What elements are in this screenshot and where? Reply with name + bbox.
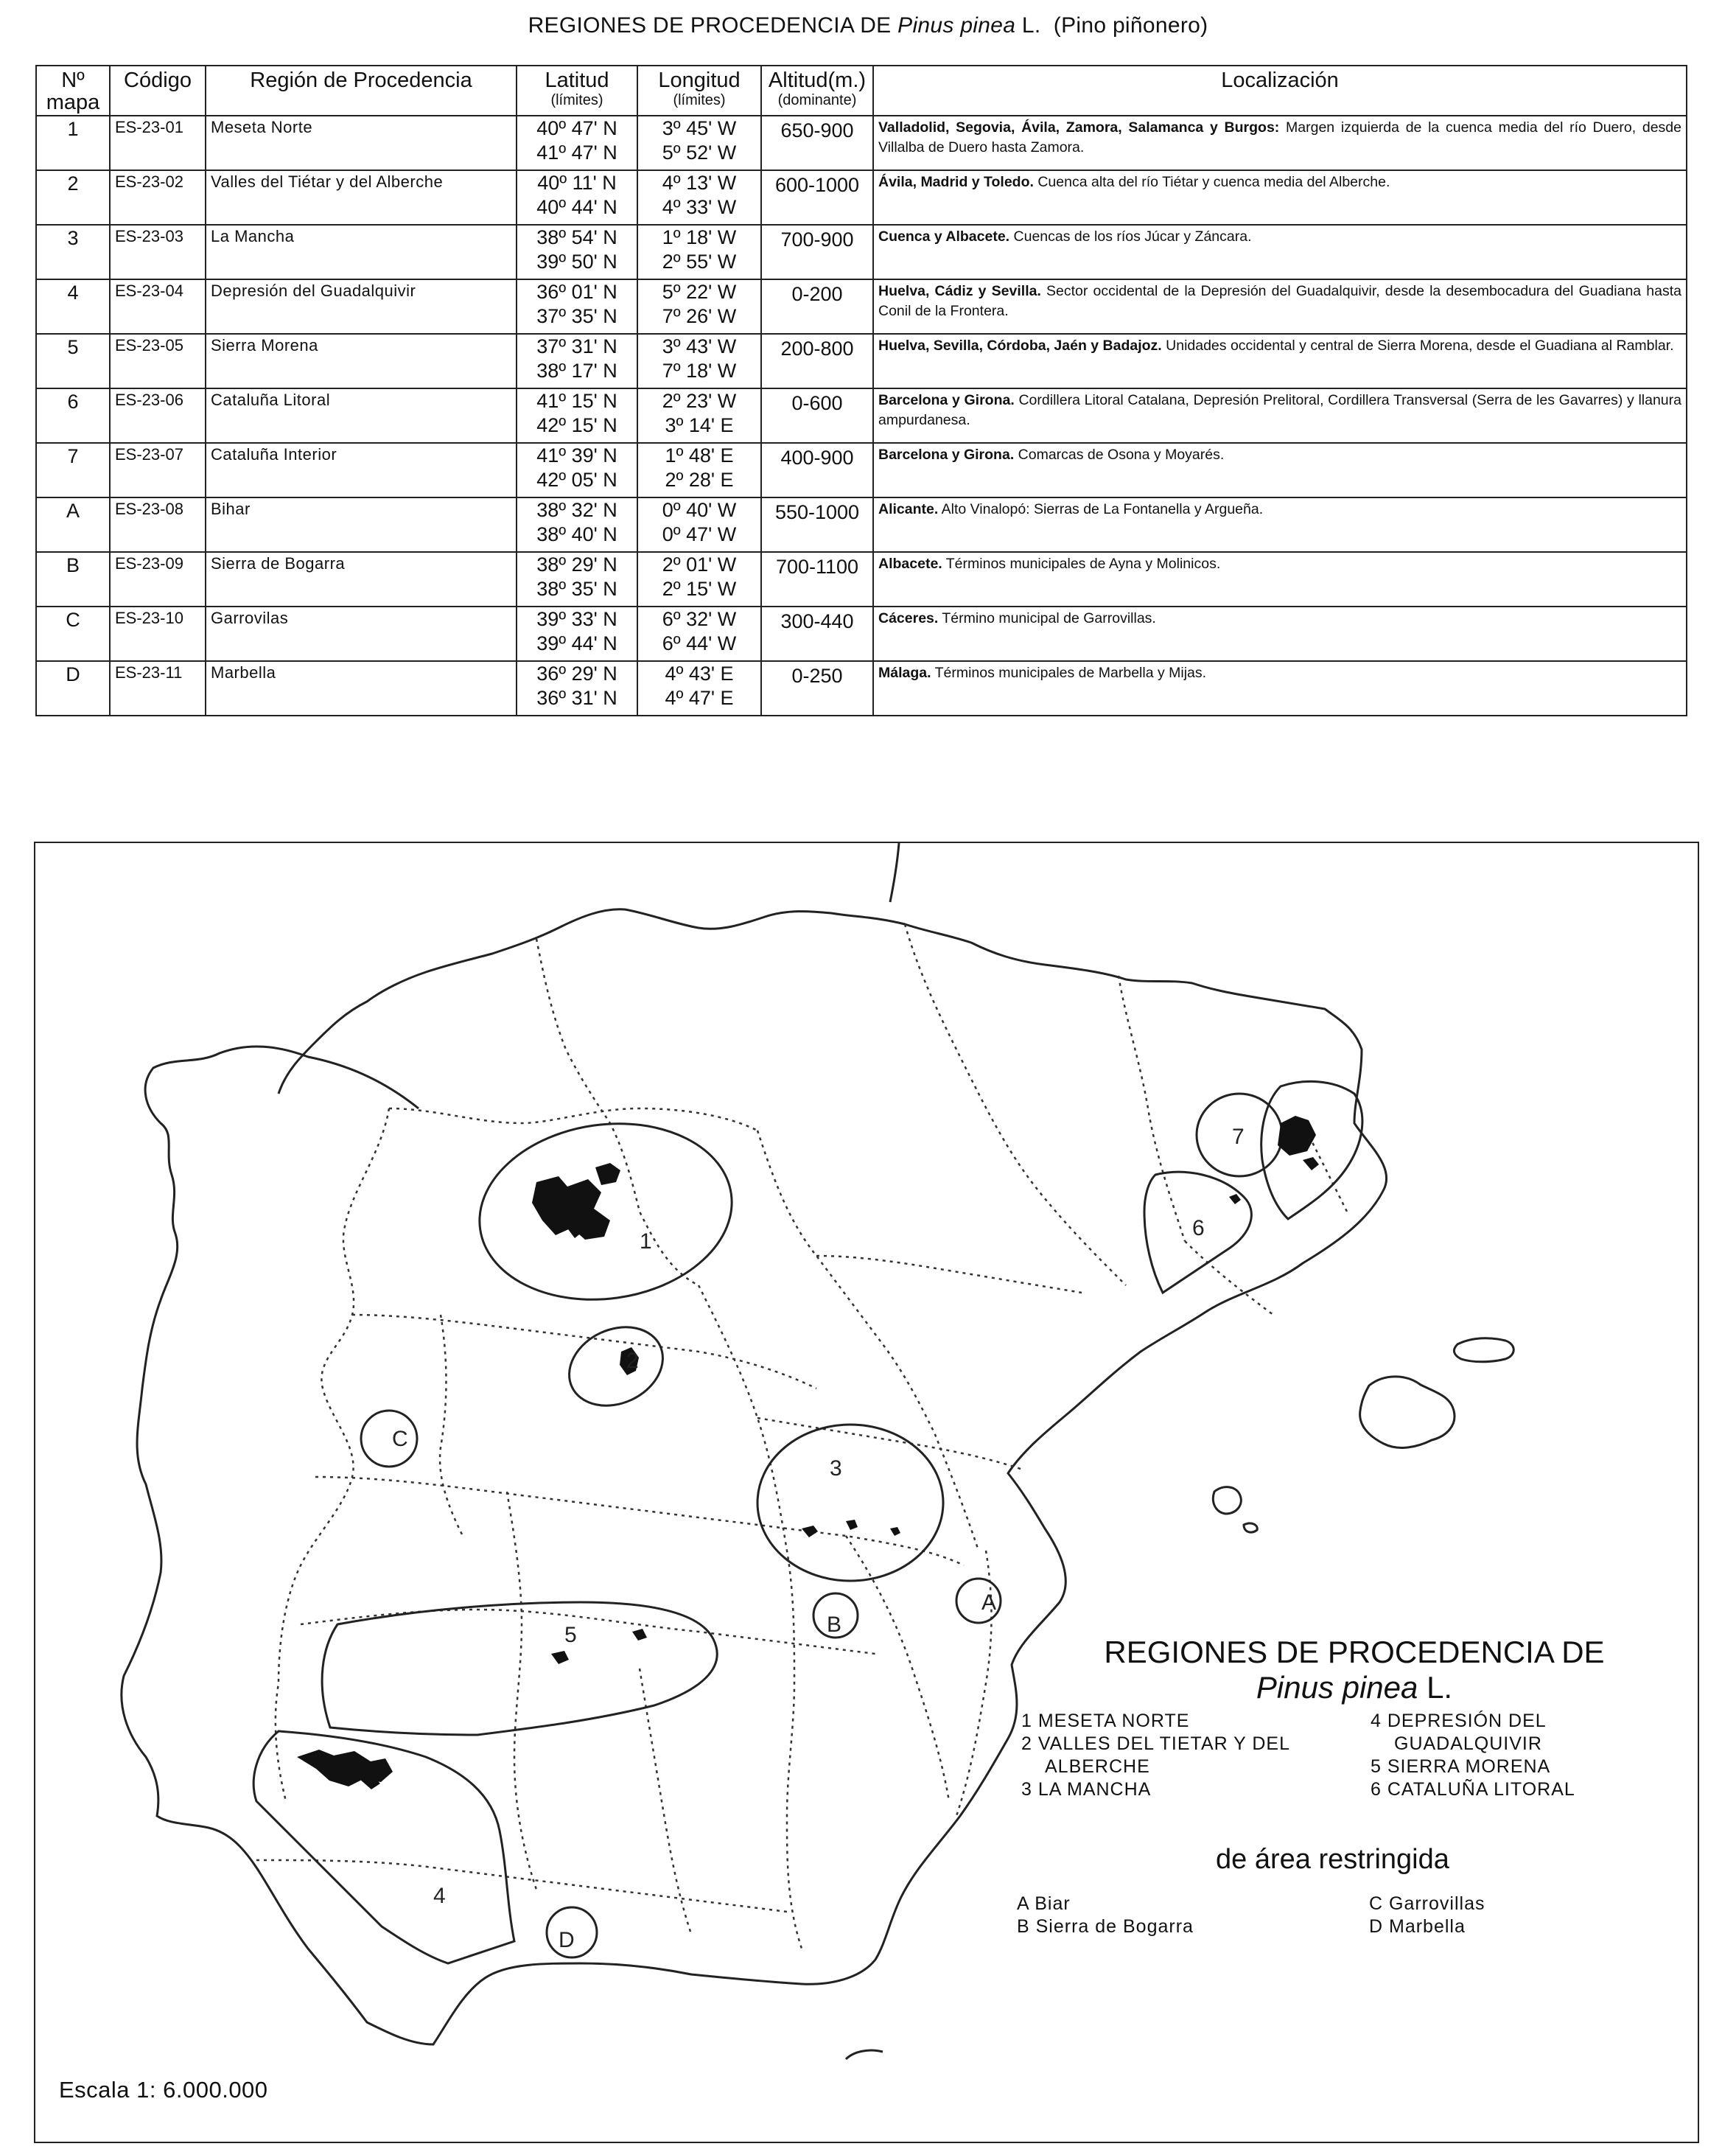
header-lon-label: Longitud bbox=[658, 69, 741, 92]
location-description: Unidades occidental y central de Sierra Morena, desde el Guadiana al Ramblar. bbox=[1161, 338, 1674, 354]
legend-title-species: Pinus pinea bbox=[1256, 1670, 1418, 1705]
map-label-D: D bbox=[559, 1928, 575, 1952]
header-alt bbox=[761, 66, 873, 116]
border-7 bbox=[905, 924, 1126, 1285]
cell-altitude: 400-900 bbox=[761, 443, 873, 497]
region-labels bbox=[392, 1125, 1245, 1952]
cell-region-name: Sierra Morena bbox=[206, 334, 517, 388]
map-label-A: A bbox=[981, 1590, 997, 1615]
mallorca-island bbox=[1360, 1377, 1455, 1448]
cell-altitude: 200-800 bbox=[761, 334, 873, 388]
longitude-min: 6º 32' W bbox=[662, 608, 737, 630]
location-provinces: Valladolid, Segovia, Ávila, Zamora, Salamanca y Burgos: bbox=[878, 119, 1280, 136]
table-row bbox=[36, 443, 1687, 497]
longitude-max: 4º 47' E bbox=[665, 687, 734, 709]
cell-map-number: 2 bbox=[36, 170, 110, 225]
peninsula-outline bbox=[122, 909, 1387, 2044]
cell-code: ES-23-04 bbox=[110, 279, 206, 334]
header-loc: Localización bbox=[873, 66, 1687, 116]
map-label-7: 7 bbox=[1232, 1125, 1245, 1149]
header-code: Código bbox=[110, 66, 206, 116]
border-15 bbox=[1185, 1241, 1273, 1315]
table-row bbox=[36, 334, 1687, 388]
location-provinces: Albacete. bbox=[878, 556, 942, 572]
longitude-max: 2º 55' W bbox=[662, 251, 737, 273]
latitude-max: 39º 44' N bbox=[536, 632, 617, 654]
border-6 bbox=[757, 1131, 979, 1551]
header-lat-sub: (límites) bbox=[550, 92, 603, 108]
cell-longitude bbox=[637, 607, 761, 661]
legend-item-6: 6 CATALUÑA LITORAL bbox=[1371, 1779, 1575, 1800]
border-3 bbox=[352, 1315, 816, 1388]
latitude-min: 38º 32' N bbox=[536, 499, 617, 521]
cell-region-name: Cataluña Litoral bbox=[206, 388, 517, 443]
cell-map-number: 4 bbox=[36, 279, 110, 334]
cell-longitude bbox=[637, 443, 761, 497]
cell-longitude bbox=[637, 388, 761, 443]
latitude-min: 39º 33' N bbox=[536, 608, 617, 630]
legend-item-5: 5 SIERRA MORENA bbox=[1371, 1756, 1551, 1777]
title-species: Pinus pinea bbox=[897, 13, 1016, 38]
map-label-1: 1 bbox=[640, 1229, 652, 1254]
legend-title-author: L. bbox=[1427, 1670, 1453, 1705]
cell-location bbox=[873, 388, 1687, 443]
cell-longitude bbox=[637, 116, 761, 170]
cell-location bbox=[873, 334, 1687, 388]
cell-location bbox=[873, 661, 1687, 716]
africa-coast bbox=[846, 2050, 883, 2059]
legend-title bbox=[1104, 1635, 1605, 1705]
iberian-peninsula-map bbox=[35, 843, 1698, 2142]
border-14 bbox=[846, 1536, 949, 1801]
location-description: Alto Vinalopó: Sierras de La Fontanella y Argueña. bbox=[938, 501, 1264, 517]
cell-location bbox=[873, 607, 1687, 661]
region-1-ellipse bbox=[468, 1108, 743, 1316]
latitude-min: 41º 15' N bbox=[536, 390, 617, 412]
cell-altitude: 700-900 bbox=[761, 225, 873, 279]
longitude-min: 1º 18' W bbox=[662, 226, 737, 248]
table-row bbox=[36, 279, 1687, 334]
border-10 bbox=[699, 1285, 802, 1949]
header-lat bbox=[517, 66, 637, 116]
cell-latitude bbox=[517, 388, 637, 443]
cell-location bbox=[873, 279, 1687, 334]
table-row bbox=[36, 116, 1687, 170]
cell-location bbox=[873, 170, 1687, 225]
patch-meseta bbox=[532, 1163, 620, 1240]
map-frame bbox=[34, 842, 1699, 2143]
cell-region-name: Valles del Tiétar y del Alberche bbox=[206, 170, 517, 225]
cell-altitude: 0-250 bbox=[761, 661, 873, 716]
location-description: Términos municipales de Ayna y Molinicos. bbox=[942, 556, 1221, 572]
header-num: Nº mapa bbox=[36, 66, 110, 116]
table-row bbox=[36, 552, 1687, 607]
location-description: Margen izquierda de la cuenca media del río Duero, desde Villalba de Duero hasta Zamora. bbox=[878, 119, 1681, 156]
map-label-4: 4 bbox=[433, 1884, 446, 1908]
map-label-3: 3 bbox=[830, 1456, 842, 1481]
table-row bbox=[36, 661, 1687, 716]
region-3-ellipse bbox=[757, 1425, 943, 1581]
longitude-max: 0º 47' W bbox=[662, 523, 737, 545]
title-prefix: REGIONES DE PROCEDENCIA DE bbox=[528, 13, 892, 38]
cell-longitude bbox=[637, 661, 761, 716]
cell-code: ES-23-03 bbox=[110, 225, 206, 279]
cell-region-name: La Mancha bbox=[206, 225, 517, 279]
cell-map-number: C bbox=[36, 607, 110, 661]
longitude-max: 7º 26' W bbox=[662, 305, 737, 327]
location-description: Sector occidental de la Depresión del Guadalquivir, desde la desembocadura del Guadiana hasta Conil de la Frontera. bbox=[878, 283, 1681, 319]
border-18 bbox=[816, 1256, 1082, 1293]
formentera-island bbox=[1244, 1523, 1257, 1532]
cell-map-number: 5 bbox=[36, 334, 110, 388]
table-row bbox=[36, 388, 1687, 443]
border-2 bbox=[536, 939, 699, 1285]
cell-latitude bbox=[517, 279, 637, 334]
legend-restricted-C: C Garrovillas bbox=[1369, 1893, 1485, 1914]
cell-map-number: D bbox=[36, 661, 110, 716]
longitude-min: 2º 23' W bbox=[662, 390, 737, 412]
latitude-max: 40º 44' N bbox=[536, 196, 617, 218]
border-17 bbox=[440, 1315, 463, 1536]
menorca-island bbox=[1454, 1338, 1513, 1362]
longitude-max: 6º 44' W bbox=[662, 632, 737, 654]
cell-code: ES-23-05 bbox=[110, 334, 206, 388]
table-row bbox=[36, 225, 1687, 279]
location-description: Término municipal de Garrovillas. bbox=[938, 610, 1156, 626]
latitude-min: 36º 29' N bbox=[536, 663, 617, 685]
cell-code: ES-23-01 bbox=[110, 116, 206, 170]
cell-longitude bbox=[637, 552, 761, 607]
latitude-max: 38º 40' N bbox=[536, 523, 617, 545]
legend-item-2-cont: ALBERCHE bbox=[1045, 1756, 1150, 1777]
location-provinces: Huelva, Sevilla, Córdoba, Jaén y Badajoz. bbox=[878, 338, 1162, 354]
location-provinces: Barcelona y Girona. bbox=[878, 447, 1015, 463]
location-description: Cuencas de los ríos Júcar y Záncara. bbox=[1009, 228, 1252, 245]
table-row bbox=[36, 497, 1687, 552]
location-provinces: Málaga. bbox=[878, 665, 931, 681]
border-8 bbox=[1119, 976, 1185, 1241]
cell-region-name: Cataluña Interior bbox=[206, 443, 517, 497]
cell-code: ES-23-02 bbox=[110, 170, 206, 225]
longitude-min: 1º 48' E bbox=[665, 444, 734, 467]
cell-region-name: Meseta Norte bbox=[206, 116, 517, 170]
legend-item-4-cont: GUADALQUIVIR bbox=[1394, 1733, 1542, 1754]
latitude-max: 38º 35' N bbox=[536, 578, 617, 600]
region-2-ellipse bbox=[556, 1313, 676, 1420]
location-provinces: Cuenca y Albacete. bbox=[878, 228, 1010, 245]
cell-latitude bbox=[517, 334, 637, 388]
border-4 bbox=[315, 1477, 964, 1565]
latitude-max: 36º 31' N bbox=[536, 687, 617, 709]
france-border-line bbox=[890, 843, 899, 902]
coastline bbox=[122, 843, 1513, 2059]
longitude-max: 3º 14' E bbox=[665, 414, 734, 436]
location-provinces: Cáceres. bbox=[878, 610, 939, 626]
patch-guadalquivir bbox=[297, 1750, 393, 1789]
cell-code: ES-23-10 bbox=[110, 607, 206, 661]
cell-latitude bbox=[517, 607, 637, 661]
cell-code: ES-23-07 bbox=[110, 443, 206, 497]
cell-location bbox=[873, 225, 1687, 279]
map-label-B: B bbox=[827, 1613, 842, 1637]
location-description: Cuenca alta del río Tiétar y cuenca media del Alberche. bbox=[1033, 174, 1390, 190]
cell-map-number: 6 bbox=[36, 388, 110, 443]
latitude-max: 38º 17' N bbox=[536, 360, 617, 382]
cell-altitude: 0-600 bbox=[761, 388, 873, 443]
cell-location bbox=[873, 443, 1687, 497]
cell-altitude: 600-1000 bbox=[761, 170, 873, 225]
border-19 bbox=[757, 1418, 1023, 1470]
regions-table bbox=[35, 65, 1687, 716]
cell-latitude bbox=[517, 116, 637, 170]
cell-region-name: Garrovilas bbox=[206, 607, 517, 661]
latitude-min: 36º 01' N bbox=[536, 281, 617, 303]
cell-longitude bbox=[637, 279, 761, 334]
cell-location bbox=[873, 552, 1687, 607]
cell-location bbox=[873, 497, 1687, 552]
title-author: L. bbox=[1021, 13, 1041, 38]
latitude-max: 41º 47' N bbox=[536, 142, 617, 164]
legend-restricted-column-2 bbox=[1369, 1893, 1485, 1938]
map-label-6: 6 bbox=[1192, 1216, 1205, 1240]
header-region: Región de Procedencia bbox=[206, 66, 517, 116]
longitude-min: 3º 43' W bbox=[662, 335, 737, 357]
cell-altitude: 650-900 bbox=[761, 116, 873, 170]
cell-altitude: 550-1000 bbox=[761, 497, 873, 552]
header-alt-sub: (dominante) bbox=[777, 92, 857, 108]
latitude-max: 37º 35' N bbox=[536, 305, 617, 327]
location-provinces: Huelva, Cádiz y Sevilla. bbox=[878, 283, 1041, 299]
cell-map-number: A bbox=[36, 497, 110, 552]
longitude-min: 2º 01' W bbox=[662, 553, 737, 576]
map-label-5: 5 bbox=[564, 1623, 577, 1647]
legend-item-1: 1 MESETA NORTE bbox=[1021, 1711, 1190, 1731]
longitude-max: 5º 52' W bbox=[662, 142, 737, 164]
legend-item-3: 3 LA MANCHA bbox=[1021, 1779, 1152, 1800]
cell-code: ES-23-08 bbox=[110, 497, 206, 552]
location-description: Términos municipales de Marbella y Mijas. bbox=[931, 665, 1207, 681]
patch-mancha bbox=[802, 1520, 900, 1537]
longitude-max: 7º 18' W bbox=[662, 360, 737, 382]
legend-title-line1: REGIONES DE PROCEDENCIA DE bbox=[1104, 1635, 1605, 1669]
location-provinces: Ávila, Madrid y Toledo. bbox=[878, 174, 1034, 190]
location-description: Cordillera Litoral Catalana, Depresión Prelitoral, Cordillera Transversal (Serra de les Gavarres) y llanura ampurdanesa. bbox=[878, 392, 1681, 428]
border-portugal bbox=[276, 1108, 389, 1801]
cell-map-number: 1 bbox=[36, 116, 110, 170]
cell-longitude bbox=[637, 225, 761, 279]
latitude-min: 38º 54' N bbox=[536, 226, 617, 248]
location-description: Comarcas de Osona y Moyarés. bbox=[1014, 447, 1225, 463]
legend-restricted-column-1 bbox=[1017, 1893, 1194, 1938]
cell-map-number: 3 bbox=[36, 225, 110, 279]
cell-longitude bbox=[637, 497, 761, 552]
cell-latitude bbox=[517, 552, 637, 607]
latitude-max: 39º 50' N bbox=[536, 251, 617, 273]
cell-map-number: B bbox=[36, 552, 110, 607]
cell-region-name: Bihar bbox=[206, 497, 517, 552]
latitude-min: 38º 29' N bbox=[536, 553, 617, 576]
table-row bbox=[36, 170, 1687, 225]
map-scale: Escala 1: 6.000.000 bbox=[59, 2077, 268, 2103]
header-lat-label: Latitud bbox=[545, 69, 609, 92]
latitude-min: 41º 39' N bbox=[536, 444, 617, 467]
border-13 bbox=[256, 1860, 787, 1912]
legend-restricted-A: A Biar bbox=[1017, 1893, 1071, 1914]
document-title bbox=[0, 13, 1736, 38]
cell-region-name: Depresión del Guadalquivir bbox=[206, 279, 517, 334]
border-1 bbox=[389, 1108, 757, 1131]
header-lon bbox=[637, 66, 761, 116]
longitude-min: 4º 43' E bbox=[665, 663, 734, 685]
cell-code: ES-23-06 bbox=[110, 388, 206, 443]
cell-latitude bbox=[517, 497, 637, 552]
cell-longitude bbox=[637, 170, 761, 225]
cell-altitude: 700-1100 bbox=[761, 552, 873, 607]
longitude-min: 4º 13' W bbox=[662, 172, 737, 194]
location-provinces: Barcelona y Girona. bbox=[878, 392, 1015, 408]
latitude-min: 40º 47' N bbox=[536, 117, 617, 139]
cell-latitude bbox=[517, 661, 637, 716]
region-catalonia-coast-outline bbox=[1261, 1081, 1362, 1219]
cell-latitude bbox=[517, 443, 637, 497]
cell-code: ES-23-11 bbox=[110, 661, 206, 716]
table-header-row bbox=[36, 66, 1687, 116]
cell-latitude bbox=[517, 225, 637, 279]
longitude-min: 0º 40' W bbox=[662, 499, 737, 521]
cell-region-name: Sierra de Bogarra bbox=[206, 552, 517, 607]
longitude-min: 5º 22' W bbox=[662, 281, 737, 303]
cell-altitude: 300-440 bbox=[761, 607, 873, 661]
cell-map-number: 7 bbox=[36, 443, 110, 497]
legend-item-4: 4 DEPRESIÓN DEL bbox=[1371, 1711, 1547, 1731]
header-alt-label: Altitud(m.) bbox=[768, 69, 867, 92]
header-lon-sub: (límites) bbox=[673, 92, 726, 108]
map-label-C: C bbox=[392, 1427, 408, 1451]
region-C-circle bbox=[361, 1411, 417, 1467]
ibiza-island bbox=[1213, 1487, 1241, 1514]
cell-latitude bbox=[517, 170, 637, 225]
location-provinces: Alicante. bbox=[878, 501, 939, 517]
cell-altitude: 0-200 bbox=[761, 279, 873, 334]
latitude-min: 37º 31' N bbox=[536, 335, 617, 357]
legend-item-2: 2 VALLES DEL TIETAR Y DEL bbox=[1021, 1733, 1290, 1754]
latitude-max: 42º 05' N bbox=[536, 469, 617, 491]
legend-restricted-B: B Sierra de Bogarra bbox=[1017, 1916, 1194, 1937]
legend-column-1 bbox=[1021, 1710, 1290, 1801]
longitude-max: 2º 15' W bbox=[662, 578, 737, 600]
cell-code: ES-23-09 bbox=[110, 552, 206, 607]
map-label-2: 2 bbox=[626, 1349, 639, 1373]
border-11 bbox=[507, 1492, 536, 1890]
cell-longitude bbox=[637, 334, 761, 388]
region-ellipses bbox=[253, 1081, 1362, 1963]
legend-restricted-D: D Marbella bbox=[1369, 1916, 1466, 1937]
latitude-min: 40º 11' N bbox=[537, 172, 617, 194]
legend-column-2 bbox=[1371, 1710, 1575, 1801]
latitude-max: 42º 15' N bbox=[536, 414, 617, 436]
table-row bbox=[36, 607, 1687, 661]
cell-region-name: Marbella bbox=[206, 661, 517, 716]
title-common-name: (Pino piñonero) bbox=[1053, 13, 1208, 38]
longitude-min: 3º 45' W bbox=[662, 117, 737, 139]
legend-restricted-title: de área restringida bbox=[1216, 1844, 1449, 1875]
longitude-max: 4º 33' W bbox=[662, 196, 737, 218]
cell-location bbox=[873, 116, 1687, 170]
longitude-max: 2º 28' E bbox=[665, 469, 734, 491]
